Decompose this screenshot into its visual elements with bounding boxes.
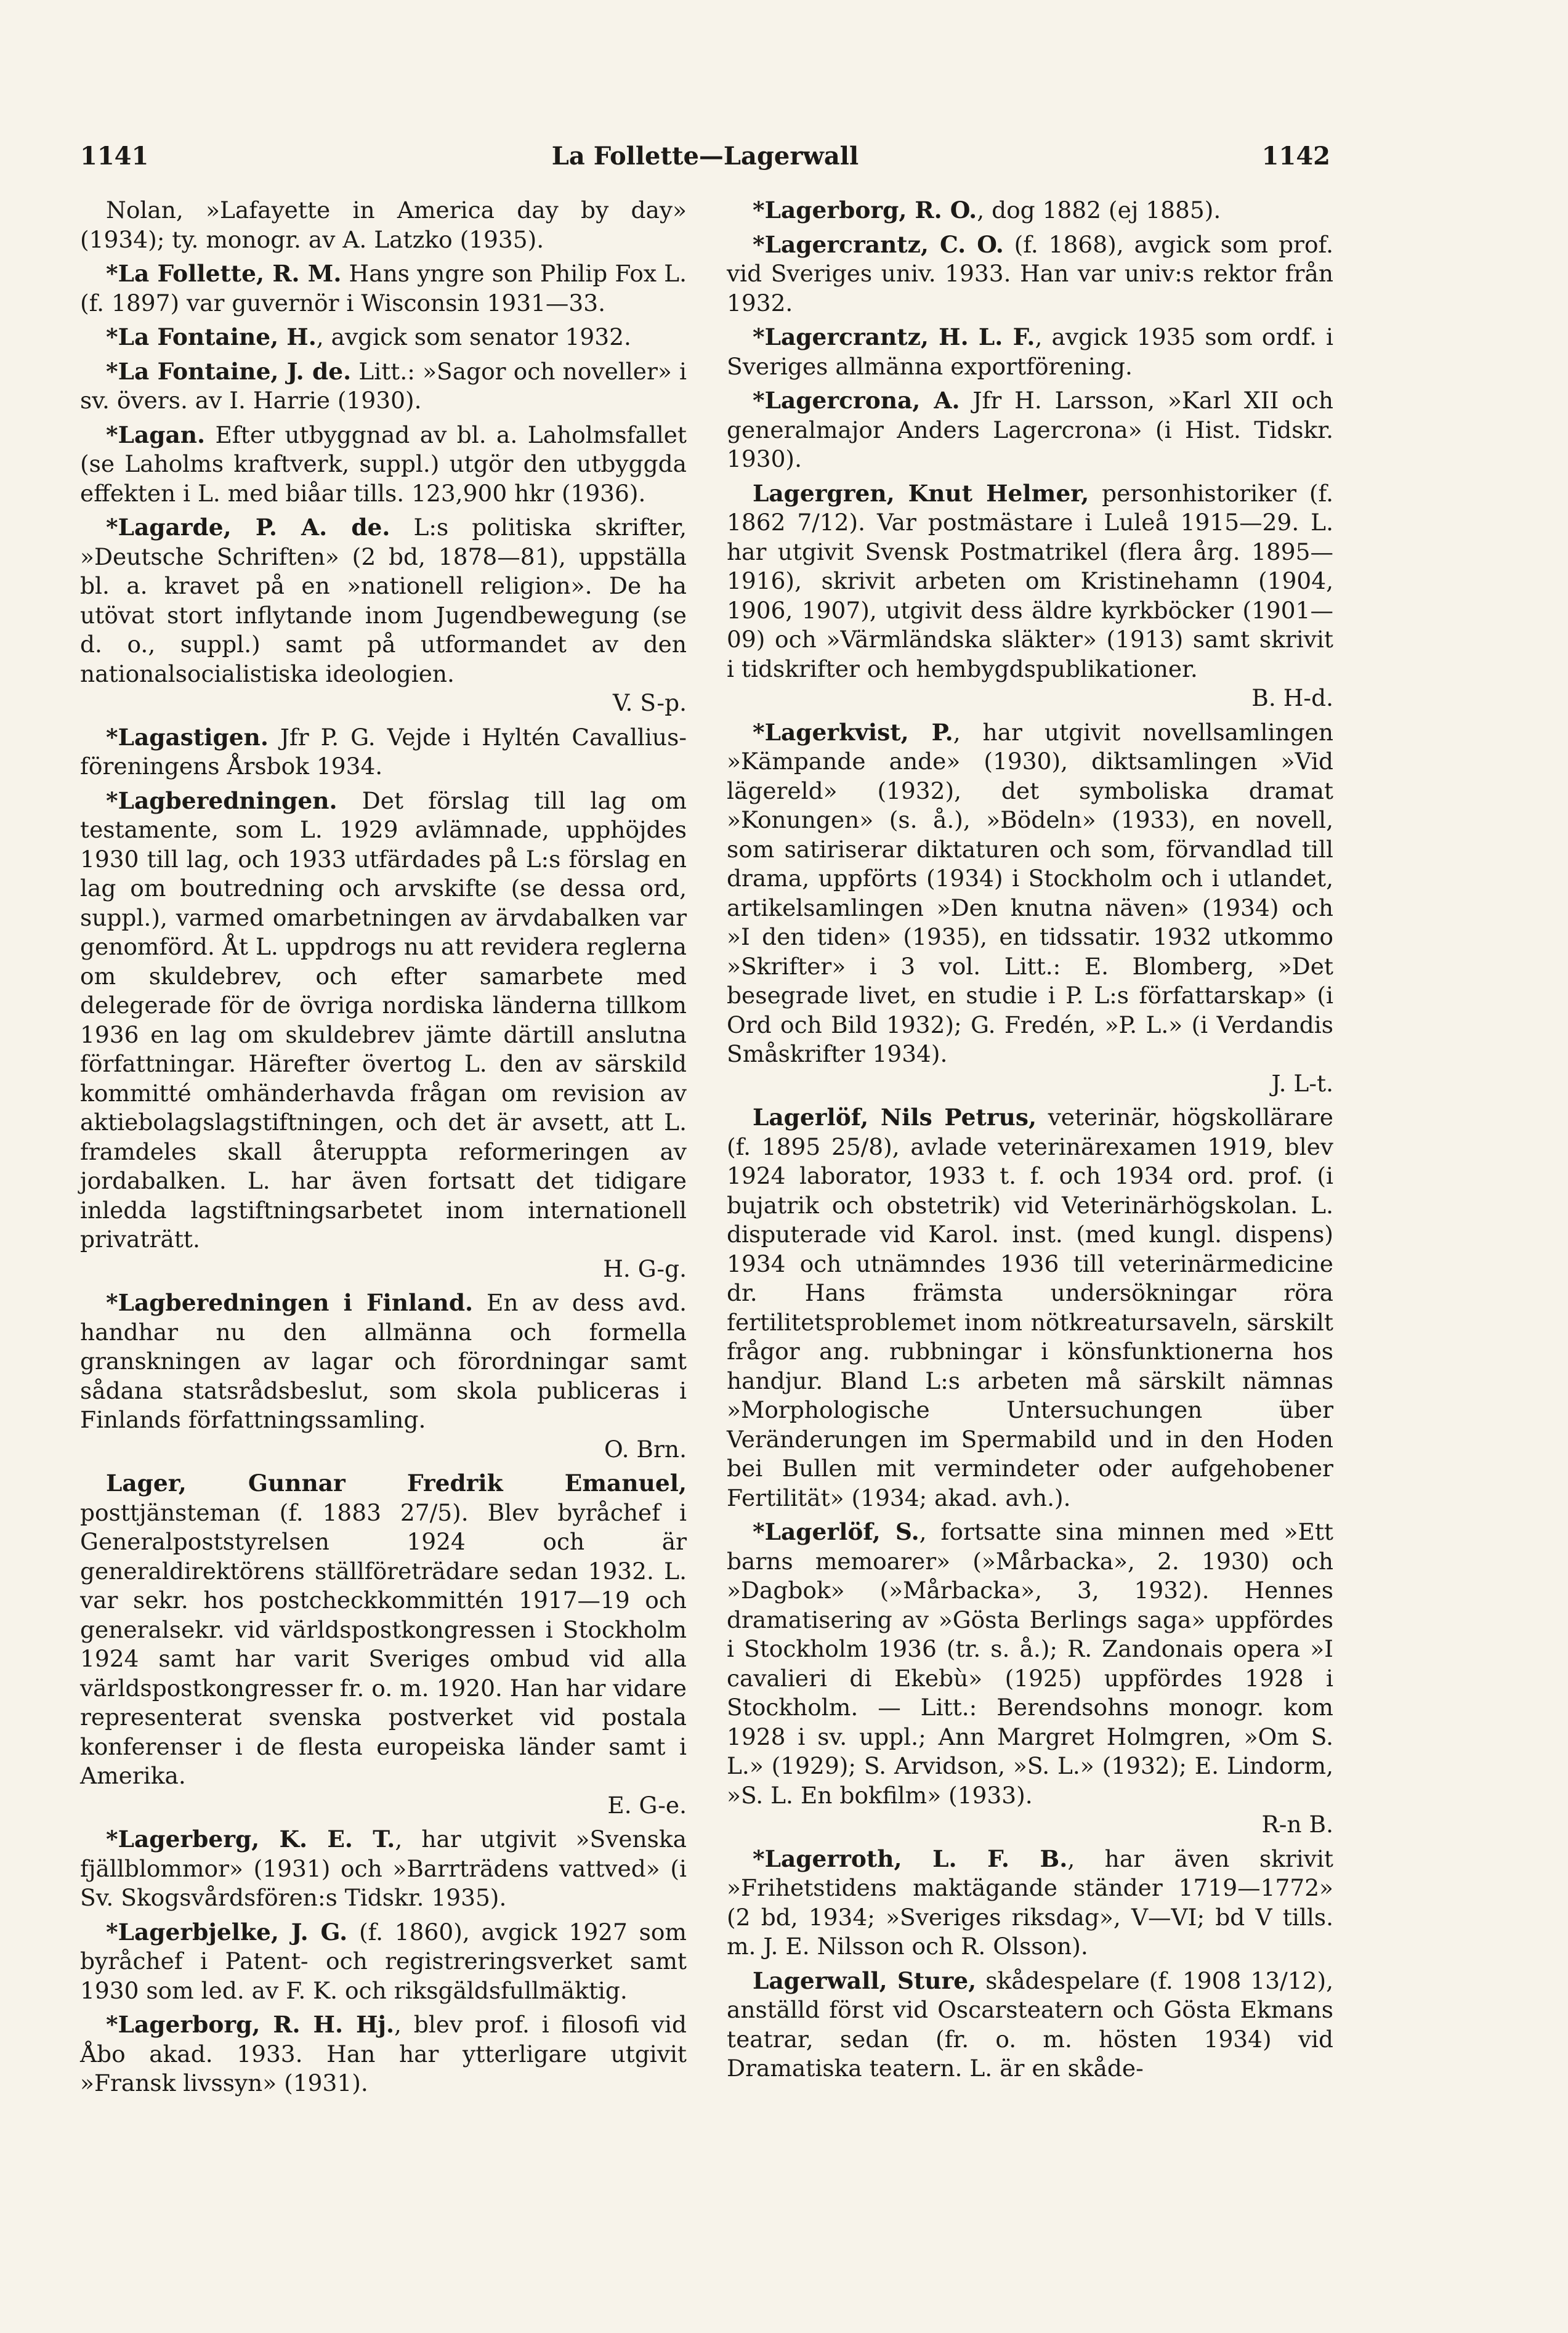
right-page-number: 1142 [1261,142,1330,171]
author-signature: E. G-e. [607,1791,687,1819]
dictionary-entry [80,357,687,416]
entry-headword: Lagerlöf, Nils Petrus, [753,1104,1037,1131]
author-signature: J. L-t. [1271,1069,1333,1097]
entry-text: Nolan, »Lafayette in America day by day» (1934); ty. monogr. av A. Latzko (1935). [80,196,687,253]
entry-headword: *Lagberedningen i Finland. [106,1289,474,1316]
entry-headword: *Lagerlöf, S. [753,1518,919,1545]
entry-text: veterinär, högskollärare (f. 1895 25/8), avlade veterinärexamen 1919, blev 1924 laborator, 1933 t. f. och 1934 ord. prof. (i bujatrik och obstetrik) vid Veterinärhögskolan. L. disputerade vid Karol. inst. (med kungl. dispens) 1934 och utnämndes 1936 till veterinärmedicine dr. Hans främsta undersökningar röra fertilitetsproblemet inom nötkreatursaveln, särskilt frågor ang. rubbningar i könsfunktionerna hos handjur. Bland L:s arbeten må särskilt nämnas »Morphologische Untersuchungen über Veränderungen im Spermabild und in den Hoden bei Bullen mit vermindeter oder aufgehobener Fertilität» (1934; akad. avh.). [727,1104,1333,1511]
dictionary-entry [80,323,687,352]
author-signature: H. G-g. [603,1255,687,1282]
entry-text: , har utgivit novellsamlingen »Kämpande ande» (1930), diktsamlingen »Vid lägereld» (1932), det symboliska dramat »Konungen» (s. å.), »Bödeln» (1933), en novell, som satiriserar diktaturen och som, förvandlad till drama, uppförts (1934) i Stockholm och i utlandet, artikelsamlingen »Den knutna näven» (1934) och »I den tiden» (1935), en tidssatir. 1932 utkommo »Skrifter» i 3 vol. Litt.: E. Blomberg, »Det besegrade livet, en studie i P. L:s författarskap» (i Ord och Bild 1932); G. Fredén, »P. L.» (i Verdandis Småskrifter 1934). [727,718,1333,1067]
page-header [80,142,1330,185]
entry-text: Det förslag till lag om testamente, som L. 1929 avlämnade, upphöjdes 1930 till lag, och 1933 utfärdades på L:s förslag en lag om boutredning och arvskifte (se dessa ord, suppl.), varmed omarbetningen av ärvdabalken var genomförd. Åt L. uppdrogs nu att revidera reglerna om skuldebrev, och efter samarbete med delegerade för de övriga nordiska länderna tillkom 1936 en lag om skuldebrev jämte därtill anslutna författningar. Härefter övertog L. den av särskild kommitté omhänderhavda frågan om revision av aktiebolagslagstiftningen, och det är avsett, att L. framdeles skall återuppta reformeringen av jordabalken. L. har även fortsatt det tidigare inledda lagstiftningsarbetet inom internationell privaträtt. [80,786,687,1253]
dictionary-entry [727,196,1333,225]
author-signature: O. Brn. [604,1435,687,1463]
author-signature: R-n B. [1261,1811,1333,1838]
entry-headword: *La Follette, R. M. [106,260,342,287]
dictionary-entry [727,1518,1333,1840]
dictionary-entry [727,479,1333,713]
dictionary-entry [80,1825,687,1913]
dictionary-entry [727,323,1333,381]
dictionary-entry [80,196,687,254]
dictionary-entry [80,1918,687,2006]
entry-headword: Lagerwall, Sture, [753,1967,977,1994]
entry-headword: *Lagercrona, A. [753,387,960,414]
dictionary-entry [80,1469,687,1820]
entry-text: En av dess avd. handhar nu den allmänna och formella granskningen av lagar och förordningar samt sådana statsrådsbeslut, som skola publiceras i Finlands författningssamling. [80,1289,687,1433]
entry-headword: *Lagerroth, L. F. B. [753,1845,1068,1872]
entry-text: Jfr P. G. Vejde i Hyltén Cavallius-föreningens Årsbok 1934. [80,723,687,780]
dictionary-entry [80,723,687,782]
entry-text: , fortsatte sina minnen med »Ett barns memoarer» (»Mårbacka», 2. 1930) och »Dagbok» (»Mårbacka», 3, 1932). Hennes dramatisering av »Gösta Berlings saga» uppfördes i Stockholm 1936 (tr. s. å.); R. Zandonais opera »I cavalieri di Ekebù» (1925) uppfördes 1928 i Stockholm. — Litt.: Berendsohns monogr. kom 1928 i sv. uppl.; Ann Margret Holmgren, »Om S. L.» (1929); S. Arvidson, »S. L.» (1932); E. Lindorm, »S. L. En bokfilm» (1933). [727,1518,1333,1809]
entry-text: Efter utbyggnad av bl. a. Laholmsfallet (se Laholms kraftverk, suppl.) utgör den utbyggda effekten i L. med biåar tills. 123,900 hkr (1936). [80,421,687,507]
entry-text: L:s politiska skrifter, »Deutsche Schriften» (2 bd, 1878—81), uppställa bl. a. kravet på en »nationell religion». De ha utövat stort inflytande inom Jugendbewegung (se d. o., suppl.) samt på utformandet av den nationalsocialistiska ideologien. [80,514,687,687]
entry-headword: *Lagberedningen. [106,786,337,814]
entry-text: (f. 1860), avgick 1927 som byråchef i Patent- och registreringsverket samt 1930 som led. av F. K. och riksgäldsfullmäktig. [80,1918,687,2004]
entry-headword: Lager, Gunnar Fredrik Emanuel, [106,1470,687,1497]
dictionary-entry [727,1103,1333,1513]
running-title: La Follette—Lagerwall [551,142,859,171]
dictionary-entry [727,230,1333,318]
dictionary-entry [727,1967,1333,2084]
entry-text: , dog 1882 (ej 1885). [977,196,1221,224]
dictionary-entry [80,513,687,718]
entry-text: skådespelare (f. 1908 13/12), anställd först vid Oscarsteatern och Gösta Ekmans teatrar, sedan (fr. o. m. hösten 1934) vid Dramatiska teatern. L. är en skåde- [727,1967,1333,2082]
entry-headword: *Lagerbjelke, J. G. [106,1918,348,1946]
dictionary-entry [727,386,1333,474]
dictionary-entry [80,786,687,1284]
entry-headword: Lagergren, Knut Helmer, [753,479,1089,507]
entry-headword: *Lagercrantz, H. L. F. [753,323,1035,350]
dictionary-entry [80,2010,687,2098]
entry-headword: *Lagarde, P. A. de. [106,514,390,541]
entry-text: , har även skrivit »Frihetstidens maktägande ständer 1719—1772» (2 bd, 1934; »Sveriges riksdag», V—VI; bd V tills. m. J. E. Nilsson och R. Olsson). [727,1845,1333,1960]
dictionary-entry [727,718,1333,1099]
dictionary-entry [727,1845,1333,1962]
author-signature: B. H-d. [1251,684,1333,711]
entry-text: Hans yngre son Philip Fox L. (f. 1897) var guvernör i Wisconsin 1931—33. [80,260,687,317]
right-column [727,196,1333,2088]
entry-text: (f. 1868), avgick som prof. vid Sveriges univ. 1933. Han var univ:s rektor från 1932. [727,230,1333,317]
author-signature: V. S-p. [612,689,687,716]
entry-headword: *Lagerberg, K. E. T. [106,1826,395,1853]
entry-headword: *Lagercrantz, C. O. [753,230,1004,258]
entry-text: , avgick 1935 som ordf. i Sveriges allmänna exportförening. [727,323,1333,380]
left-page-number: 1141 [80,142,149,171]
entry-text: personhistoriker (f. 1862 7/12). Var postmästare i Luleå 1915—29. L. har utgivit Svensk Postmatrikel (flera årg. 1895—1916), skrivit arbeten om Kristinehamn (1904, 1906, 1907), utgivit dess äldre kyrkböcker (1901—09) och »Värmländska släkter» (1913) samt skrivit i tidskrifter och hembygdspublikationer. [727,479,1334,682]
dictionary-entry [80,421,687,509]
entry-headword: *Lagan. [106,421,206,448]
entry-text: Jfr H. Larsson, »Karl XII och generalmajor Anders Lagercrona» (i Hist. Tidskr. 1930). [727,387,1333,472]
entry-headword: *La Fontaine, H. [106,323,317,350]
dictionary-entry [80,259,687,318]
entry-text: , blev prof. i filosofi vid Åbo akad. 1933. Han har ytterligare utgivit »Fransk livssyn» (1931). [80,2011,687,2096]
dictionary-entry [80,1288,687,1464]
left-column [80,196,687,2103]
entry-text: Litt.: »Sagor och noveller» i sv. övers. av I. Harrie (1930). [80,357,687,414]
entry-headword: *Lagerborg, R. O. [753,196,977,224]
entry-text: posttjänsteman (f. 1883 27/5). Blev byråchef i Generalpoststyrelsen 1924 och är generaldirektörens ställföreträdare sedan 1932. L. var sekr. hos postcheckkommittén 1917—19 och generalsekr. vid världspostkongressen i Stockholm 1924 samt har varit Sveriges ombud vid alla världspostkongresser fr. o. m. 1920. Han har vidare representerat svenska postverket vid postala konferenser i de flesta europeiska länder samt i Amerika. [80,1498,687,1789]
entry-headword: *Lagastigen. [106,723,269,751]
entry-text: , avgick som senator 1932. [316,323,631,350]
entry-headword: *Lagerborg, R. H. Hj. [106,2011,395,2038]
entry-headword: *Lagerkvist, P. [753,718,953,746]
entry-text: , har utgivit »Svenska fjällblommor» (1931) och »Barrträdens vattved» (i Sv. Skogsvårdsfören:s Tidskr. 1935). [80,1826,687,1911]
entry-headword: *La Fontaine, J. de. [106,357,352,385]
